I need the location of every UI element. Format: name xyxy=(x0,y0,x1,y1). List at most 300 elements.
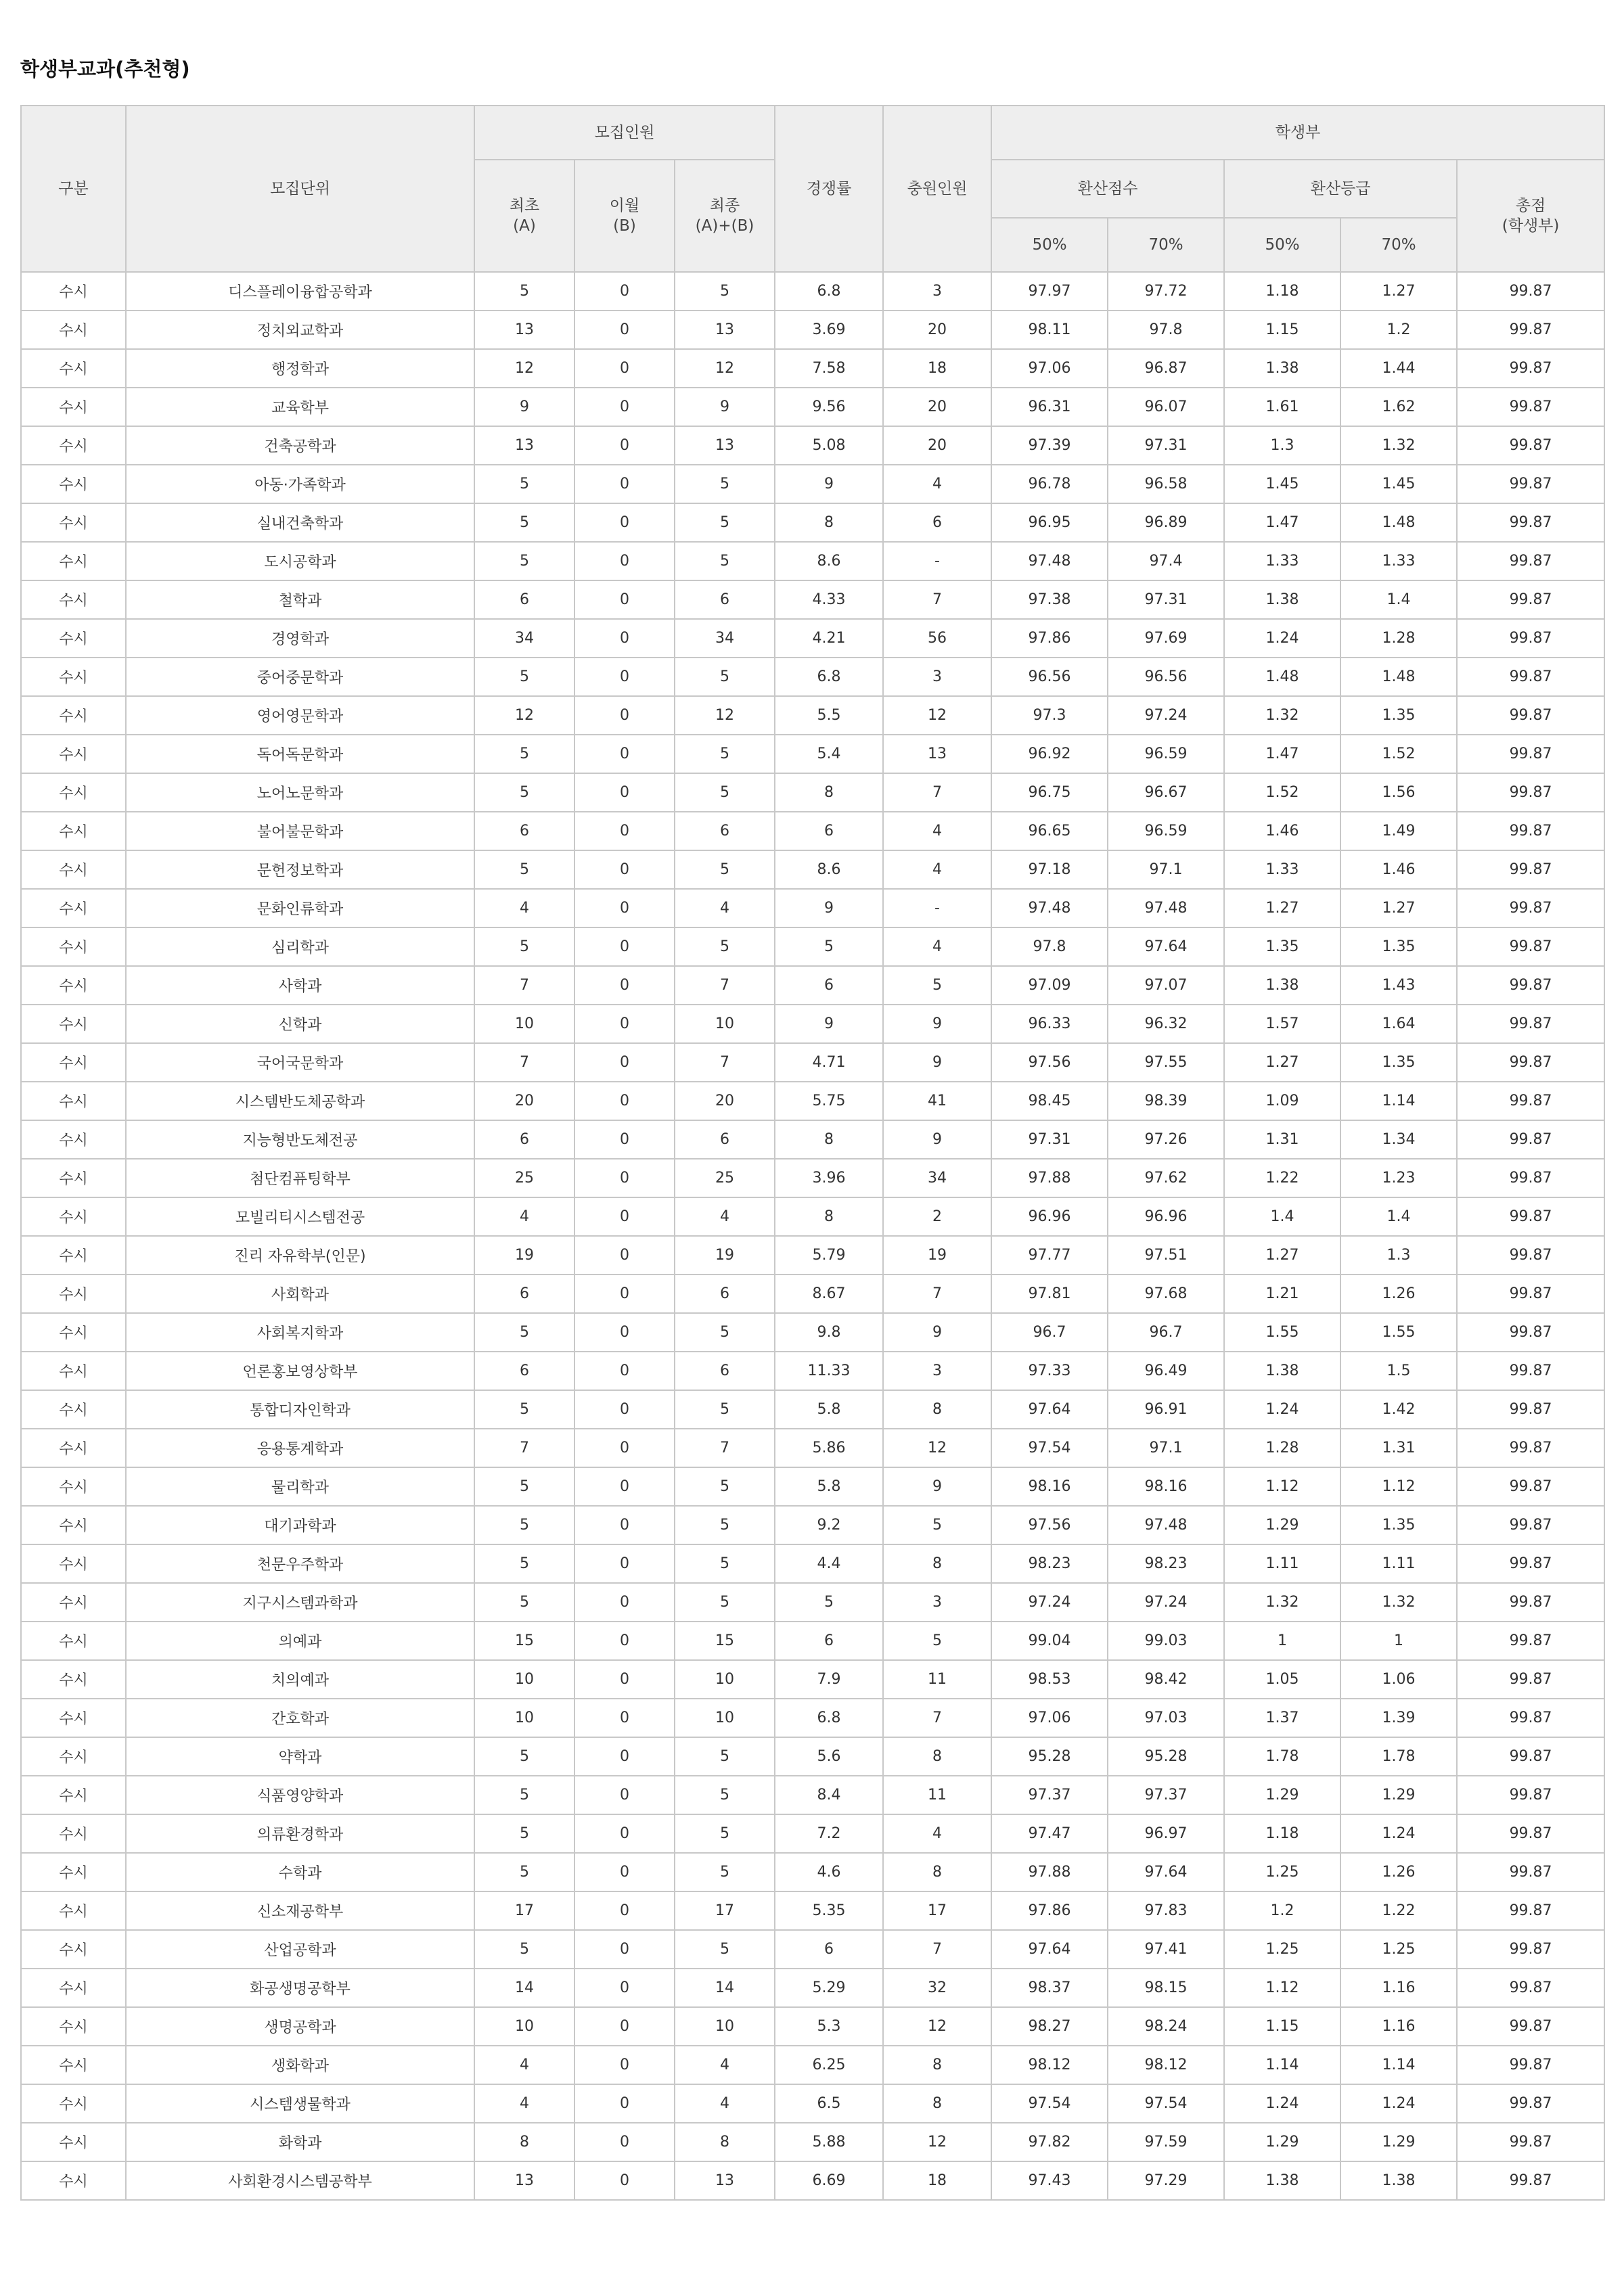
additional-cell: 5 xyxy=(883,1622,991,1660)
table-row xyxy=(21,1120,1604,1159)
carryover-cell: 0 xyxy=(574,1891,675,1930)
competition-cell: 5.3 xyxy=(775,2007,883,2046)
carryover-cell: 0 xyxy=(574,812,675,850)
initial-cell: 6 xyxy=(474,812,574,850)
initial-cell: 12 xyxy=(474,696,574,735)
competition-cell: 5.79 xyxy=(775,1236,883,1275)
carryover-cell: 0 xyxy=(574,311,675,349)
category-cell: 수시 xyxy=(21,1853,126,1891)
total-cell: 99.87 xyxy=(1457,349,1604,388)
total-cell: 99.87 xyxy=(1457,1930,1604,1969)
score-50-cell: 99.04 xyxy=(991,1622,1108,1660)
final-cell: 4 xyxy=(675,2084,775,2123)
initial-cell: 7 xyxy=(474,966,574,1005)
initial-cell: 4 xyxy=(474,1197,574,1236)
unit-cell: 대기과학과 xyxy=(126,1506,474,1544)
competition-cell: 4.71 xyxy=(775,1043,883,1082)
table-row xyxy=(21,850,1604,889)
carryover-cell: 0 xyxy=(574,2161,675,2200)
grade-50-cell: 1.15 xyxy=(1224,311,1340,349)
category-cell: 수시 xyxy=(21,1390,126,1429)
header-total-line2: (학생부) xyxy=(1502,217,1560,235)
score-50-cell: 96.78 xyxy=(991,465,1108,503)
carryover-cell: 0 xyxy=(574,503,675,542)
header-initial-line1: 최초 xyxy=(509,197,540,214)
grade-50-cell: 1.48 xyxy=(1224,658,1340,696)
total-cell: 99.87 xyxy=(1457,1969,1604,2007)
grade-50-cell: 1.32 xyxy=(1224,1583,1340,1622)
unit-cell: 아동·가족학과 xyxy=(126,465,474,503)
score-50-cell: 95.28 xyxy=(991,1737,1108,1776)
header-additional: 충원인원 xyxy=(883,106,991,272)
additional-cell: 6 xyxy=(883,503,991,542)
additional-cell: 12 xyxy=(883,2123,991,2161)
grade-70-cell: 1.46 xyxy=(1340,850,1457,889)
carryover-cell: 0 xyxy=(574,1236,675,1275)
header-grade-50: 50% xyxy=(1224,218,1340,272)
grade-50-cell: 1.27 xyxy=(1224,1236,1340,1275)
competition-cell: 5.35 xyxy=(775,1891,883,1930)
unit-cell: 간호학과 xyxy=(126,1699,474,1737)
grade-50-cell: 1.24 xyxy=(1224,1390,1340,1429)
final-cell: 13 xyxy=(675,426,775,465)
category-cell: 수시 xyxy=(21,1197,126,1236)
score-70-cell: 96.87 xyxy=(1108,349,1224,388)
additional-cell: 4 xyxy=(883,1814,991,1853)
score-70-cell: 97.48 xyxy=(1108,889,1224,927)
unit-cell: 경영학과 xyxy=(126,619,474,658)
grade-50-cell: 1.37 xyxy=(1224,1699,1340,1737)
category-cell: 수시 xyxy=(21,542,126,580)
header-initial xyxy=(474,160,574,272)
category-cell: 수시 xyxy=(21,1005,126,1043)
grade-70-cell: 1.55 xyxy=(1340,1313,1457,1352)
competition-cell: 6.69 xyxy=(775,2161,883,2200)
score-70-cell: 96.49 xyxy=(1108,1352,1224,1390)
additional-cell: 11 xyxy=(883,1776,991,1814)
additional-cell: 7 xyxy=(883,1699,991,1737)
total-cell: 99.87 xyxy=(1457,966,1604,1005)
competition-cell: 8.6 xyxy=(775,850,883,889)
carryover-cell: 0 xyxy=(574,1352,675,1390)
table-row xyxy=(21,1082,1604,1120)
carryover-cell: 0 xyxy=(574,1043,675,1082)
table-row xyxy=(21,1699,1604,1737)
total-cell: 99.87 xyxy=(1457,1467,1604,1506)
additional-cell: 41 xyxy=(883,1082,991,1120)
score-70-cell: 98.23 xyxy=(1108,1544,1224,1583)
additional-cell: 7 xyxy=(883,1930,991,1969)
additional-cell: 4 xyxy=(883,850,991,889)
total-cell: 99.87 xyxy=(1457,773,1604,812)
unit-cell: 약학과 xyxy=(126,1737,474,1776)
score-70-cell: 98.42 xyxy=(1108,1660,1224,1699)
total-cell: 99.87 xyxy=(1457,388,1604,426)
grade-50-cell: 1 xyxy=(1224,1622,1340,1660)
carryover-cell: 0 xyxy=(574,1082,675,1120)
total-cell: 99.87 xyxy=(1457,1891,1604,1930)
grade-50-cell: 1.47 xyxy=(1224,503,1340,542)
score-50-cell: 98.12 xyxy=(991,2046,1108,2084)
score-70-cell: 97.83 xyxy=(1108,1891,1224,1930)
unit-cell: 사회복지학과 xyxy=(126,1313,474,1352)
competition-cell: 4.6 xyxy=(775,1853,883,1891)
unit-cell: 언론홍보영상학부 xyxy=(126,1352,474,1390)
initial-cell: 4 xyxy=(474,2046,574,2084)
score-70-cell: 97.24 xyxy=(1108,696,1224,735)
grade-70-cell: 1.43 xyxy=(1340,966,1457,1005)
category-cell: 수시 xyxy=(21,1275,126,1313)
unit-cell: 사학과 xyxy=(126,966,474,1005)
category-cell: 수시 xyxy=(21,735,126,773)
score-50-cell: 96.75 xyxy=(991,773,1108,812)
competition-cell: 5.4 xyxy=(775,735,883,773)
grade-70-cell: 1.25 xyxy=(1340,1930,1457,1969)
final-cell: 7 xyxy=(675,966,775,1005)
total-cell: 99.87 xyxy=(1457,1699,1604,1737)
grade-70-cell: 1.29 xyxy=(1340,2123,1457,2161)
score-50-cell: 97.38 xyxy=(991,580,1108,619)
additional-cell: - xyxy=(883,889,991,927)
score-50-cell: 97.47 xyxy=(991,1814,1108,1853)
competition-cell: 6 xyxy=(775,966,883,1005)
carryover-cell: 0 xyxy=(574,696,675,735)
competition-cell: 5.5 xyxy=(775,696,883,735)
unit-cell: 사회환경시스템공학부 xyxy=(126,2161,474,2200)
carryover-cell: 0 xyxy=(574,1506,675,1544)
score-50-cell: 97.88 xyxy=(991,1853,1108,1891)
carryover-cell: 0 xyxy=(574,1390,675,1429)
page-title: 학생부교과(추천형) xyxy=(20,58,190,81)
category-cell: 수시 xyxy=(21,2123,126,2161)
grade-70-cell: 1.16 xyxy=(1340,2007,1457,2046)
table-row xyxy=(21,1583,1604,1622)
category-cell: 수시 xyxy=(21,349,126,388)
score-50-cell: 97.86 xyxy=(991,1891,1108,1930)
initial-cell: 17 xyxy=(474,1891,574,1930)
grade-50-cell: 1.4 xyxy=(1224,1197,1340,1236)
score-50-cell: 97.97 xyxy=(991,272,1108,311)
additional-cell: 8 xyxy=(883,2046,991,2084)
unit-cell: 생화학과 xyxy=(126,2046,474,2084)
header-score-50: 50% xyxy=(991,218,1108,272)
unit-cell: 지구시스템과학과 xyxy=(126,1583,474,1622)
score-50-cell: 97.33 xyxy=(991,1352,1108,1390)
competition-cell: 9.2 xyxy=(775,1506,883,1544)
grade-70-cell: 1.35 xyxy=(1340,696,1457,735)
table-row xyxy=(21,1043,1604,1082)
unit-cell: 디스플레이융합공학과 xyxy=(126,272,474,311)
competition-cell: 8.67 xyxy=(775,1275,883,1313)
score-50-cell: 97.09 xyxy=(991,966,1108,1005)
additional-cell: 7 xyxy=(883,1275,991,1313)
competition-cell: 5 xyxy=(775,927,883,966)
additional-cell: 4 xyxy=(883,812,991,850)
score-70-cell: 97.37 xyxy=(1108,1776,1224,1814)
score-50-cell: 97.81 xyxy=(991,1275,1108,1313)
grade-50-cell: 1.09 xyxy=(1224,1082,1340,1120)
unit-cell: 식품영양학과 xyxy=(126,1776,474,1814)
initial-cell: 5 xyxy=(474,850,574,889)
carryover-cell: 0 xyxy=(574,966,675,1005)
unit-cell: 시스템반도체공학과 xyxy=(126,1082,474,1120)
category-cell: 수시 xyxy=(21,619,126,658)
category-cell: 수시 xyxy=(21,580,126,619)
unit-cell: 사회학과 xyxy=(126,1275,474,1313)
grade-50-cell: 1.18 xyxy=(1224,1814,1340,1853)
table-body xyxy=(21,272,1604,2200)
total-cell: 99.87 xyxy=(1457,1275,1604,1313)
initial-cell: 20 xyxy=(474,1082,574,1120)
score-70-cell: 97.64 xyxy=(1108,1853,1224,1891)
carryover-cell: 0 xyxy=(574,1159,675,1197)
unit-cell: 불어불문학과 xyxy=(126,812,474,850)
grade-50-cell: 1.27 xyxy=(1224,1043,1340,1082)
grade-70-cell: 1.64 xyxy=(1340,1005,1457,1043)
grade-50-cell: 1.78 xyxy=(1224,1737,1340,1776)
additional-cell: 18 xyxy=(883,2161,991,2200)
initial-cell: 5 xyxy=(474,773,574,812)
category-cell: 수시 xyxy=(21,1313,126,1352)
grade-70-cell: 1.38 xyxy=(1340,2161,1457,2200)
score-50-cell: 97.3 xyxy=(991,696,1108,735)
additional-cell: 20 xyxy=(883,388,991,426)
carryover-cell: 0 xyxy=(574,1660,675,1699)
grade-70-cell: 1.23 xyxy=(1340,1159,1457,1197)
total-cell: 99.87 xyxy=(1457,1544,1604,1583)
additional-cell: 9 xyxy=(883,1313,991,1352)
carryover-cell: 0 xyxy=(574,580,675,619)
score-70-cell: 97.59 xyxy=(1108,2123,1224,2161)
table-row xyxy=(21,580,1604,619)
score-50-cell: 97.88 xyxy=(991,1159,1108,1197)
unit-cell: 문화인류학과 xyxy=(126,889,474,927)
total-cell: 99.87 xyxy=(1457,1583,1604,1622)
carryover-cell: 0 xyxy=(574,349,675,388)
unit-cell: 진리 자유학부(인문) xyxy=(126,1236,474,1275)
category-cell: 수시 xyxy=(21,1467,126,1506)
initial-cell: 6 xyxy=(474,1352,574,1390)
unit-cell: 천문우주학과 xyxy=(126,1544,474,1583)
total-cell: 99.87 xyxy=(1457,1737,1604,1776)
additional-cell: 4 xyxy=(883,927,991,966)
score-50-cell: 98.45 xyxy=(991,1082,1108,1120)
final-cell: 20 xyxy=(675,1082,775,1120)
category-cell: 수시 xyxy=(21,1429,126,1467)
grade-50-cell: 1.38 xyxy=(1224,2161,1340,2200)
carryover-cell: 0 xyxy=(574,1197,675,1236)
final-cell: 9 xyxy=(675,388,775,426)
final-cell: 5 xyxy=(675,272,775,311)
carryover-cell: 0 xyxy=(574,2007,675,2046)
additional-cell: 8 xyxy=(883,1544,991,1583)
initial-cell: 5 xyxy=(474,1776,574,1814)
carryover-cell: 0 xyxy=(574,1544,675,1583)
grade-70-cell: 1.49 xyxy=(1340,812,1457,850)
unit-cell: 정치외교학과 xyxy=(126,311,474,349)
score-70-cell: 97.72 xyxy=(1108,272,1224,311)
unit-cell: 영어영문학과 xyxy=(126,696,474,735)
score-50-cell: 96.31 xyxy=(991,388,1108,426)
final-cell: 6 xyxy=(675,1352,775,1390)
final-cell: 4 xyxy=(675,889,775,927)
competition-cell: 7.2 xyxy=(775,1814,883,1853)
total-cell: 99.87 xyxy=(1457,426,1604,465)
carryover-cell: 0 xyxy=(574,850,675,889)
grade-50-cell: 1.14 xyxy=(1224,2046,1340,2084)
unit-cell: 행정학과 xyxy=(126,349,474,388)
final-cell: 17 xyxy=(675,1891,775,1930)
table-row xyxy=(21,1352,1604,1390)
table-row xyxy=(21,503,1604,542)
competition-cell: 3.69 xyxy=(775,311,883,349)
competition-cell: 5.29 xyxy=(775,1969,883,2007)
category-cell: 수시 xyxy=(21,465,126,503)
initial-cell: 6 xyxy=(474,1275,574,1313)
score-70-cell: 97.1 xyxy=(1108,850,1224,889)
final-cell: 5 xyxy=(675,503,775,542)
final-cell: 5 xyxy=(675,735,775,773)
total-cell: 99.87 xyxy=(1457,272,1604,311)
carryover-cell: 0 xyxy=(574,1005,675,1043)
grade-50-cell: 1.55 xyxy=(1224,1313,1340,1352)
unit-cell: 의예과 xyxy=(126,1622,474,1660)
additional-cell: 8 xyxy=(883,1390,991,1429)
grade-70-cell: 1.28 xyxy=(1340,619,1457,658)
initial-cell: 12 xyxy=(474,349,574,388)
grade-70-cell: 1.34 xyxy=(1340,1120,1457,1159)
total-cell: 99.87 xyxy=(1457,735,1604,773)
score-70-cell: 97.8 xyxy=(1108,311,1224,349)
grade-50-cell: 1.24 xyxy=(1224,619,1340,658)
carryover-cell: 0 xyxy=(574,388,675,426)
grade-70-cell: 1.35 xyxy=(1340,1043,1457,1082)
table-row xyxy=(21,426,1604,465)
score-50-cell: 96.92 xyxy=(991,735,1108,773)
table-row xyxy=(21,2007,1604,2046)
grade-50-cell: 1.33 xyxy=(1224,850,1340,889)
category-cell: 수시 xyxy=(21,2084,126,2123)
final-cell: 5 xyxy=(675,1776,775,1814)
score-70-cell: 97.62 xyxy=(1108,1159,1224,1197)
initial-cell: 5 xyxy=(474,1930,574,1969)
table-row xyxy=(21,2123,1604,2161)
additional-cell: 17 xyxy=(883,1891,991,1930)
additional-cell: 20 xyxy=(883,426,991,465)
category-cell: 수시 xyxy=(21,1776,126,1814)
category-cell: 수시 xyxy=(21,503,126,542)
carryover-cell: 0 xyxy=(574,619,675,658)
additional-cell: - xyxy=(883,542,991,580)
unit-cell: 국어국문학과 xyxy=(126,1043,474,1082)
category-cell: 수시 xyxy=(21,696,126,735)
initial-cell: 4 xyxy=(474,2084,574,2123)
category-cell: 수시 xyxy=(21,1737,126,1776)
total-cell: 99.87 xyxy=(1457,1313,1604,1352)
category-cell: 수시 xyxy=(21,1699,126,1737)
table-row xyxy=(21,619,1604,658)
unit-cell: 생명공학과 xyxy=(126,2007,474,2046)
category-cell: 수시 xyxy=(21,1622,126,1660)
score-70-cell: 98.39 xyxy=(1108,1082,1224,1120)
table-row xyxy=(21,1390,1604,1429)
score-50-cell: 97.54 xyxy=(991,1429,1108,1467)
competition-cell: 6 xyxy=(775,812,883,850)
grade-70-cell: 1.39 xyxy=(1340,1699,1457,1737)
total-cell: 99.87 xyxy=(1457,2161,1604,2200)
table-row xyxy=(21,2084,1604,2123)
unit-cell: 심리학과 xyxy=(126,927,474,966)
grade-50-cell: 1.12 xyxy=(1224,1969,1340,2007)
score-70-cell: 98.12 xyxy=(1108,2046,1224,2084)
grade-70-cell: 1.56 xyxy=(1340,773,1457,812)
category-cell: 수시 xyxy=(21,426,126,465)
score-70-cell: 96.7 xyxy=(1108,1313,1224,1352)
total-cell: 99.87 xyxy=(1457,465,1604,503)
total-cell: 99.87 xyxy=(1457,1159,1604,1197)
total-cell: 99.87 xyxy=(1457,1429,1604,1467)
additional-cell: 7 xyxy=(883,773,991,812)
grade-50-cell: 1.24 xyxy=(1224,2084,1340,2123)
grade-50-cell: 1.32 xyxy=(1224,696,1340,735)
grade-70-cell: 1.12 xyxy=(1340,1467,1457,1506)
carryover-cell: 0 xyxy=(574,927,675,966)
grade-70-cell: 1.35 xyxy=(1340,927,1457,966)
carryover-cell: 0 xyxy=(574,1467,675,1506)
total-cell: 99.87 xyxy=(1457,1236,1604,1275)
final-cell: 6 xyxy=(675,812,775,850)
carryover-cell: 0 xyxy=(574,658,675,696)
category-cell: 수시 xyxy=(21,1583,126,1622)
score-50-cell: 98.53 xyxy=(991,1660,1108,1699)
carryover-cell: 0 xyxy=(574,2123,675,2161)
initial-cell: 25 xyxy=(474,1159,574,1197)
competition-cell: 5.8 xyxy=(775,1390,883,1429)
competition-cell: 6.8 xyxy=(775,272,883,311)
competition-cell: 4.4 xyxy=(775,1544,883,1583)
score-70-cell: 97.1 xyxy=(1108,1429,1224,1467)
score-70-cell: 96.58 xyxy=(1108,465,1224,503)
grade-70-cell: 1.45 xyxy=(1340,465,1457,503)
table-row xyxy=(21,465,1604,503)
grade-50-cell: 1.38 xyxy=(1224,966,1340,1005)
final-cell: 12 xyxy=(675,349,775,388)
score-70-cell: 96.59 xyxy=(1108,735,1224,773)
header-unit: 모집단위 xyxy=(126,106,474,272)
additional-cell: 11 xyxy=(883,1660,991,1699)
final-cell: 15 xyxy=(675,1622,775,1660)
grade-70-cell: 1.26 xyxy=(1340,1853,1457,1891)
table-row xyxy=(21,1930,1604,1969)
unit-cell: 신소재공학부 xyxy=(126,1891,474,1930)
score-70-cell: 96.32 xyxy=(1108,1005,1224,1043)
table-row xyxy=(21,1814,1604,1853)
category-cell: 수시 xyxy=(21,272,126,311)
grade-50-cell: 1.05 xyxy=(1224,1660,1340,1699)
category-cell: 수시 xyxy=(21,2161,126,2200)
initial-cell: 34 xyxy=(474,619,574,658)
grade-50-cell: 1.18 xyxy=(1224,272,1340,311)
category-cell: 수시 xyxy=(21,966,126,1005)
grade-50-cell: 1.31 xyxy=(1224,1120,1340,1159)
score-50-cell: 97.54 xyxy=(991,2084,1108,2123)
category-cell: 수시 xyxy=(21,1814,126,1853)
unit-cell: 철학과 xyxy=(126,580,474,619)
total-cell: 99.87 xyxy=(1457,1352,1604,1390)
total-cell: 99.87 xyxy=(1457,1506,1604,1544)
score-70-cell: 97.26 xyxy=(1108,1120,1224,1159)
total-cell: 99.87 xyxy=(1457,1622,1604,1660)
